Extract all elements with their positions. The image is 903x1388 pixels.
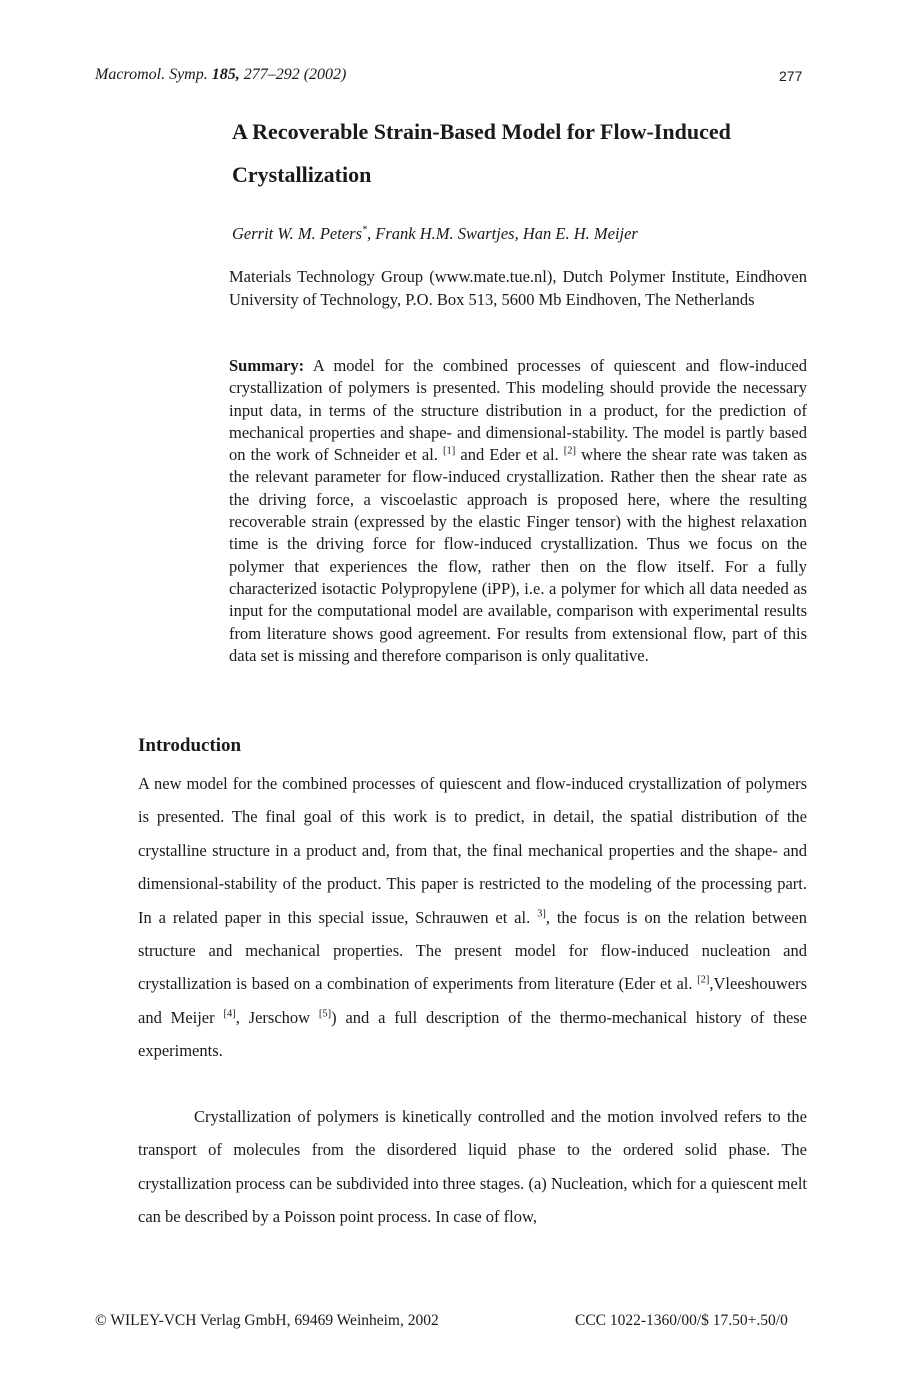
ccc-code: CCC 1022-1360/00/$ 17.50+.50/0 <box>575 1312 788 1329</box>
journal-name: Macromol. Symp. <box>95 66 212 83</box>
journal-volume: 185, <box>211 66 240 83</box>
author-first: Gerrit W. M. Peters <box>232 224 363 243</box>
abstract <box>229 355 807 667</box>
abstract-label: Summary: <box>229 356 305 375</box>
paragraph-text: ) and a full description of the thermo-mechanical history of these experiments. <box>138 1007 808 1061</box>
paper-title: A Recoverable Strain-Based Model for Flow-Induced Crystallization <box>232 119 731 187</box>
abstract-text: A model for the combined processes of quiescent and flow-induced crystallization of polymers is presented. This modeling should provide the necessary input data, in terms of the structure distribution in a product, for the prediction of mechanical properties and shape- and dimensional-stability. The model is partly based on the work of Schneider et al. <box>229 356 807 465</box>
paragraph-text: , Jerschow <box>235 1007 319 1027</box>
citation-ref: [2] <box>697 974 710 986</box>
affiliation: Materials Technology Group (www.mate.tue.nl), Dutch Polymer Institute, Eindhoven University of Technology, P.O. Box 513, 5600 Mb Eindhoven, The Netherlands <box>229 267 807 309</box>
author-list <box>232 224 638 244</box>
copyright-notice: © WILEY-VCH Verlag GmbH, 69469 Weinheim, 2002 <box>95 1312 439 1329</box>
section-heading: Introduction <box>138 735 242 756</box>
citation-ref: [1] <box>443 445 456 457</box>
paragraph-text: ,Vleeshouwers and Meijer <box>138 974 807 1027</box>
body-paragraph: Crystallization of polymers is kinetically controlled and the motion involved refers to the transport of molecules from the disordered liquid phase to the ordered solid phase. The crystallization process can be subdivided into three stages. (a) Nucleation, which for a quiescent melt can be described by a Poisson point process. In case of flow, <box>138 1107 807 1227</box>
journal-citation <box>95 66 346 84</box>
corresponding-author-mark: * <box>362 224 368 236</box>
citation-ref: 3] <box>537 908 546 920</box>
citation-ref: [2] <box>563 445 577 457</box>
author-others: , Frank H.M. Swartjes, Han E. H. Meijer <box>367 224 638 243</box>
paragraph-text: A new model for the combined processes of quiescent and flow-induced crystallization of polymers is presented. The final goal of this work is to predict, in detail, the spatial distribution of the crystalline structure in a product and, from that, the final mechanical properties and the shape- and dimensional-stability of the product. This paper is restricted to the modeling of the processing part. In a related paper in this special issue, Schrauwen et al. <box>138 774 807 927</box>
abstract-text: where the shear rate was taken as the relevant parameter for flow-induced crystallization. Rather then the shear rate as the driving force, a viscoelastic approach is proposed here, where the resulting recoverable strain (expressed by the elastic Finger tensor) with the highest relaxation time is the driving force for flow-induced crystallization. Thus we focus on the polymer that experiences the flow, rather then on the flow itself. For a fully characterized isotactic Polypropylene (iPP), i.e. a polymer for which all data needed as input for the computational model are available, comparison with experimental results from literature shows good agreement. For results from extensional flow, part of this data set is missing and therefore comparison is only qualitative. <box>229 445 807 665</box>
citation-ref: [5] <box>318 1008 332 1020</box>
body-paragraph <box>138 767 807 1068</box>
journal-pages-year: 277–292 (2002) <box>239 66 347 83</box>
citation-ref: [4] <box>223 1008 236 1020</box>
abstract-text: and Eder et al. <box>455 445 564 465</box>
paragraph-text: , the focus is on the relation between structure and mechanical properties. The present model for flow-induced nucleation and crystallization is based on a combination of experiments from literature (Eder et al. <box>138 907 807 994</box>
page-number: 277 <box>779 68 803 84</box>
